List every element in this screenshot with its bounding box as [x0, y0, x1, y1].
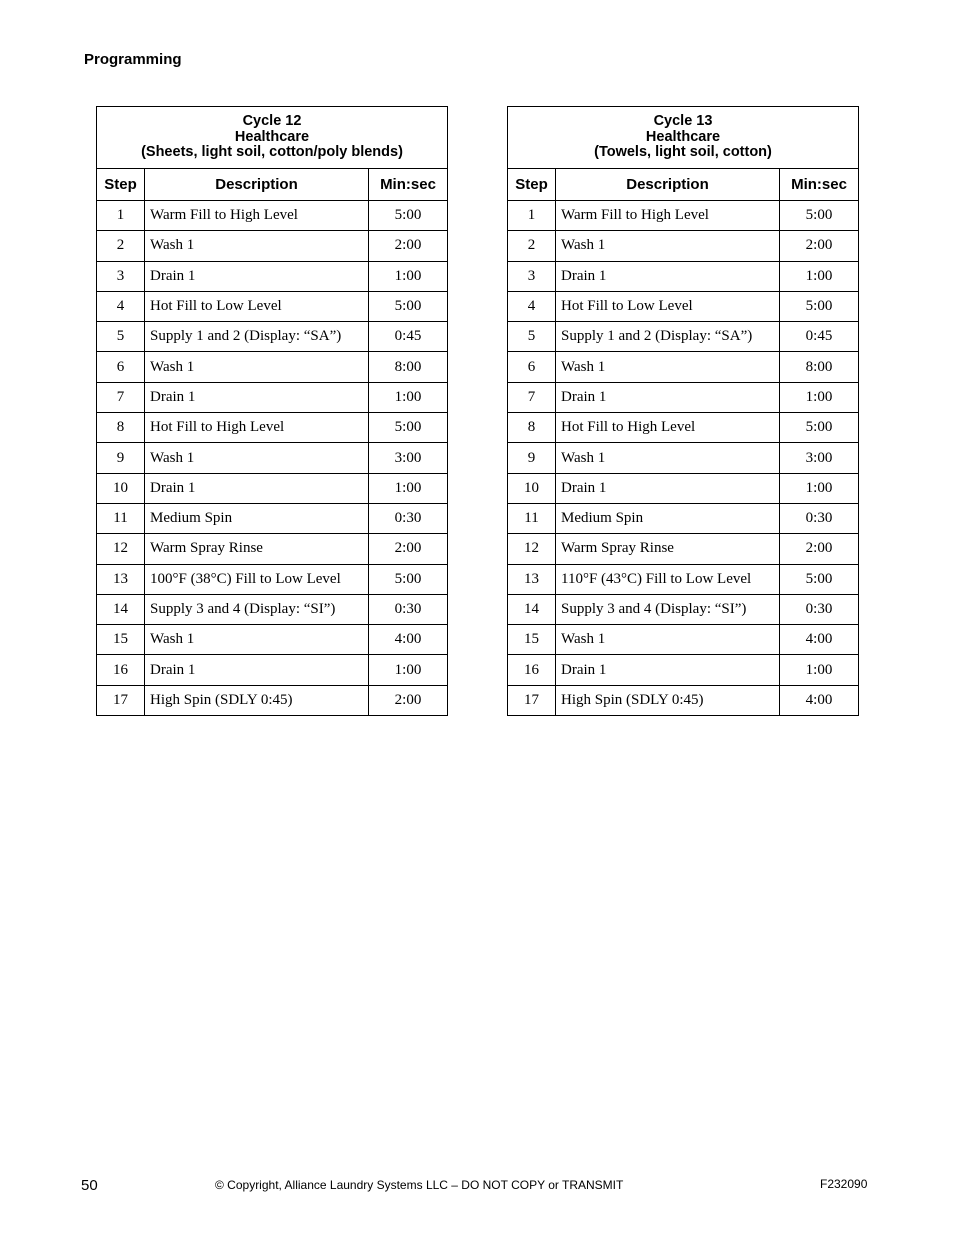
time-cell: 0:30: [369, 594, 448, 624]
column-header-row: [97, 169, 448, 201]
table-row: [97, 352, 448, 382]
step-cell: 1: [97, 201, 145, 231]
cycle-table: [507, 106, 859, 716]
table-row: [97, 231, 448, 261]
description-cell: Medium Spin: [145, 503, 369, 533]
step-cell: 9: [97, 443, 145, 473]
time-cell: 3:00: [780, 443, 859, 473]
step-cell: 8: [97, 413, 145, 443]
description-cell: Wash 1: [145, 625, 369, 655]
table-row: [97, 564, 448, 594]
description-cell: Hot Fill to High Level: [556, 413, 780, 443]
table-row: [508, 352, 859, 382]
table-row: [508, 322, 859, 352]
step-cell: 4: [508, 291, 556, 321]
step-cell: 2: [97, 231, 145, 261]
description-cell: Warm Spray Rinse: [556, 534, 780, 564]
table-row: [97, 503, 448, 533]
time-cell: 5:00: [780, 564, 859, 594]
time-cell: 5:00: [780, 291, 859, 321]
document-code: F232090: [820, 1177, 868, 1191]
step-cell: 12: [97, 534, 145, 564]
cycle-title: Cycle 13: [653, 113, 713, 130]
table-row: [508, 261, 859, 291]
table-row: [508, 473, 859, 503]
description-cell: 100°F (38°C) Fill to Low Level: [145, 564, 369, 594]
table-row: [97, 443, 448, 473]
description-cell: Wash 1: [145, 352, 369, 382]
table-row: [508, 291, 859, 321]
description-cell: Drain 1: [145, 655, 369, 685]
table-row: [508, 503, 859, 533]
table-row: [97, 594, 448, 624]
table-title: [97, 107, 448, 169]
table-row: [97, 655, 448, 685]
description-column-header: Description: [145, 169, 369, 201]
table-row: [97, 413, 448, 443]
step-cell: 7: [97, 382, 145, 412]
table-row: [508, 443, 859, 473]
description-cell: Hot Fill to Low Level: [556, 291, 780, 321]
time-cell: 1:00: [369, 655, 448, 685]
time-cell: 0:30: [369, 503, 448, 533]
step-column-header: Step: [97, 169, 145, 201]
time-cell: 4:00: [780, 685, 859, 715]
time-cell: 1:00: [780, 261, 859, 291]
description-cell: Supply 3 and 4 (Display: “SI”): [145, 594, 369, 624]
description-cell: Supply 3 and 4 (Display: “SI”): [556, 594, 780, 624]
step-cell: 13: [508, 564, 556, 594]
step-cell: 6: [97, 352, 145, 382]
time-cell: 1:00: [780, 473, 859, 503]
cycle-table: [96, 106, 448, 716]
table-row: [508, 594, 859, 624]
table-row: [508, 201, 859, 231]
time-cell: 5:00: [369, 201, 448, 231]
step-cell: 10: [97, 473, 145, 503]
description-cell: Wash 1: [556, 625, 780, 655]
table-row: [97, 201, 448, 231]
step-cell: 6: [508, 352, 556, 382]
description-cell: Warm Fill to High Level: [556, 201, 780, 231]
time-cell: 1:00: [369, 261, 448, 291]
time-cell: 8:00: [369, 352, 448, 382]
step-cell: 7: [508, 382, 556, 412]
time-cell: 1:00: [369, 382, 448, 412]
step-cell: 4: [97, 291, 145, 321]
time-cell: 2:00: [780, 231, 859, 261]
description-cell: Medium Spin: [556, 503, 780, 533]
description-cell: Hot Fill to High Level: [145, 413, 369, 443]
description-cell: Hot Fill to Low Level: [145, 291, 369, 321]
time-cell: 0:30: [780, 503, 859, 533]
step-cell: 1: [508, 201, 556, 231]
table-row: [508, 625, 859, 655]
time-cell: 2:00: [369, 231, 448, 261]
cycle-category: Healthcare: [645, 128, 721, 145]
copyright-notice: © Copyright, Alliance Laundry Systems LLC – DO NOT COPY or TRANSMIT: [215, 1178, 624, 1192]
table-row: [97, 473, 448, 503]
table-row: [508, 655, 859, 685]
description-cell: 110°F (43°C) Fill to Low Level: [556, 564, 780, 594]
time-cell: 8:00: [780, 352, 859, 382]
section-header: Programming: [84, 51, 182, 68]
step-cell: 16: [97, 655, 145, 685]
description-cell: Warm Spray Rinse: [145, 534, 369, 564]
time-cell: 2:00: [369, 534, 448, 564]
time-cell: 1:00: [369, 473, 448, 503]
cycle-category: Healthcare: [234, 128, 310, 145]
table-row: [508, 564, 859, 594]
table-row: [508, 534, 859, 564]
description-cell: High Spin (SDLY 0:45): [145, 685, 369, 715]
description-cell: Warm Fill to High Level: [145, 201, 369, 231]
step-cell: 8: [508, 413, 556, 443]
step-column-header: Step: [508, 169, 556, 201]
cycle-subtitle: (Sheets, light soil, cotton/poly blends): [141, 144, 403, 161]
table-row: [97, 685, 448, 715]
description-cell: Drain 1: [145, 473, 369, 503]
time-cell: 5:00: [780, 201, 859, 231]
table-row: [508, 685, 859, 715]
step-cell: 3: [508, 261, 556, 291]
time-column-header: Min:sec: [369, 169, 448, 201]
time-cell: 5:00: [780, 413, 859, 443]
description-cell: Supply 1 and 2 (Display: “SA”): [145, 322, 369, 352]
table-row: [97, 534, 448, 564]
description-cell: Wash 1: [145, 443, 369, 473]
time-cell: 5:00: [369, 564, 448, 594]
step-cell: 16: [508, 655, 556, 685]
time-cell: 3:00: [369, 443, 448, 473]
time-cell: 2:00: [369, 685, 448, 715]
description-cell: Drain 1: [556, 382, 780, 412]
column-header-row: [508, 169, 859, 201]
step-cell: 14: [508, 594, 556, 624]
step-cell: 5: [508, 322, 556, 352]
table-row: [508, 413, 859, 443]
time-cell: 0:45: [780, 322, 859, 352]
step-cell: 15: [508, 625, 556, 655]
time-cell: 5:00: [369, 291, 448, 321]
step-cell: 17: [97, 685, 145, 715]
time-column-header: Min:sec: [780, 169, 859, 201]
description-column-header: Description: [556, 169, 780, 201]
description-cell: Wash 1: [145, 231, 369, 261]
table-title: [508, 107, 859, 169]
step-cell: 11: [508, 503, 556, 533]
description-cell: Supply 1 and 2 (Display: “SA”): [556, 322, 780, 352]
step-cell: 3: [97, 261, 145, 291]
table-row: [97, 382, 448, 412]
description-cell: Drain 1: [556, 655, 780, 685]
description-cell: Wash 1: [556, 443, 780, 473]
step-cell: 12: [508, 534, 556, 564]
time-cell: 4:00: [369, 625, 448, 655]
table-row: [508, 382, 859, 412]
description-cell: Drain 1: [556, 261, 780, 291]
cycle-subtitle: (Towels, light soil, cotton): [594, 144, 772, 161]
description-cell: High Spin (SDLY 0:45): [556, 685, 780, 715]
table-row: [97, 625, 448, 655]
table-row: [97, 322, 448, 352]
description-cell: Wash 1: [556, 231, 780, 261]
step-cell: 2: [508, 231, 556, 261]
page-number: 50: [81, 1177, 98, 1194]
table-row: [97, 291, 448, 321]
time-cell: 2:00: [780, 534, 859, 564]
step-cell: 17: [508, 685, 556, 715]
description-cell: Drain 1: [556, 473, 780, 503]
step-cell: 9: [508, 443, 556, 473]
time-cell: 1:00: [780, 382, 859, 412]
table-row: [97, 261, 448, 291]
table-row: [508, 231, 859, 261]
step-cell: 15: [97, 625, 145, 655]
step-cell: 5: [97, 322, 145, 352]
time-cell: 0:45: [369, 322, 448, 352]
time-cell: 5:00: [369, 413, 448, 443]
step-cell: 13: [97, 564, 145, 594]
cycle-title: Cycle 12: [242, 113, 302, 130]
time-cell: 4:00: [780, 625, 859, 655]
time-cell: 0:30: [780, 594, 859, 624]
description-cell: Drain 1: [145, 261, 369, 291]
step-cell: 14: [97, 594, 145, 624]
time-cell: 1:00: [780, 655, 859, 685]
step-cell: 10: [508, 473, 556, 503]
description-cell: Drain 1: [145, 382, 369, 412]
step-cell: 11: [97, 503, 145, 533]
description-cell: Wash 1: [556, 352, 780, 382]
